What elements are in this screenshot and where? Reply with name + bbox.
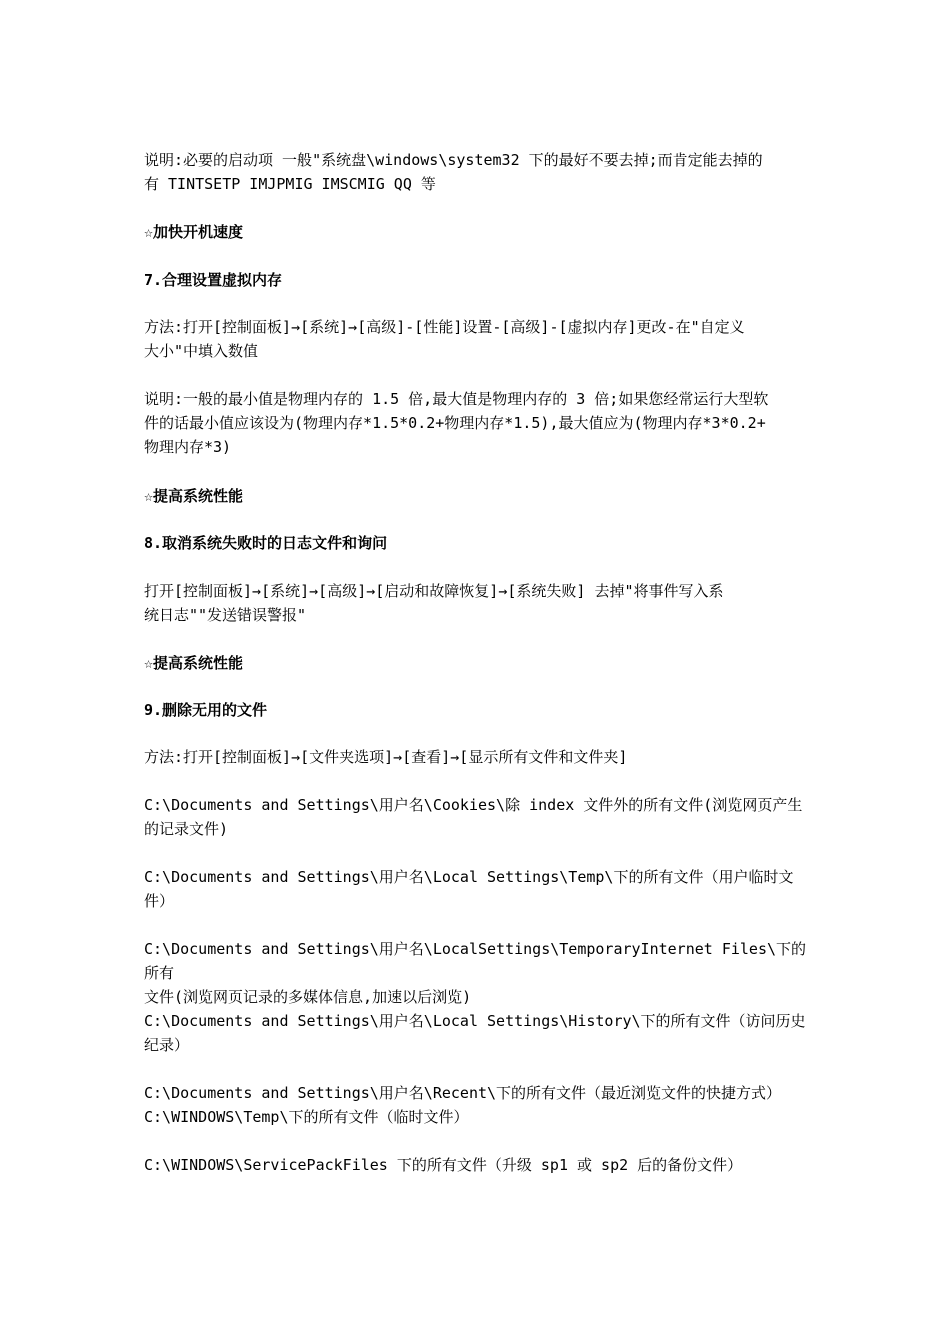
path-temporary-internet-files: C:\Documents and Settings\用户名\LocalSettings\TemporaryInternet Files\下的所有 文件(浏览网页记录的多媒体信息,加速以后浏览) bbox=[144, 940, 806, 1006]
path-history: C:\Documents and Settings\用户名\Local Settings\History\下的所有文件（访问历史 纪录） bbox=[144, 1012, 806, 1054]
section-heading-boot-speed: ☆加快开机速度 bbox=[144, 223, 244, 241]
delete-files-method: 方法:打开[控制面板]→[文件夹选项]→[查看]→[显示所有文件和文件夹] bbox=[144, 748, 628, 766]
path-recent-and-windows-temp: C:\Documents and Settings\用户名\Recent\下的所有文件（最近浏览文件的快捷方式） C:\WINDOWS\Temp\下的所有文件（临时文件） bbox=[144, 1084, 782, 1126]
path-service-pack-files: C:\WINDOWS\ServicePackFiles 下的所有文件（升级 sp1 或 sp2 后的备份文件） bbox=[144, 1156, 743, 1174]
startup-items-note: 说明:必要的启动项 一般"系统盘\windows\system32 下的最好不要去掉;而肯定能去掉的 有 TINTSETP IMJPMIG IMSCMIG QQ 等 bbox=[144, 151, 763, 193]
section-heading-performance-1: ☆提高系统性能 bbox=[144, 487, 244, 505]
tip-7-heading: 7.合理设置虚拟内存 bbox=[144, 271, 283, 289]
system-failure-method: 打开[控制面板]→[系统]→[高级]→[启动和故障恢复]→[系统失败] 去掉"将事件写入系 统日志""发送错误警报" bbox=[144, 582, 724, 624]
path-cookies: C:\Documents and Settings\用户名\Cookies\除 index 文件外的所有文件(浏览网页产生 的记录文件) bbox=[144, 796, 803, 838]
tip-8-heading: 8.取消系统失败时的日志文件和询问 bbox=[144, 534, 388, 552]
virtual-memory-method: 方法:打开[控制面板]→[系统]→[高级]-[性能]设置-[高级]-[虚拟内存]更改-在"自定义 大小"中填入数值 bbox=[144, 318, 745, 360]
tip-9-heading: 9.删除无用的文件 bbox=[144, 701, 268, 719]
virtual-memory-note: 说明:一般的最小值是物理内存的 1.5 倍,最大值是物理内存的 3 倍;如果您经常运行大型软 件的话最小值应该设为(物理内存*1.5*0.2+物理内存*1.5),最大值应为(物理内存*3*0.2+ 物理内存*3) bbox=[144, 390, 769, 456]
path-temp: C:\Documents and Settings\用户名\Local Settings\Temp\下的所有文件（用户临时文 件） bbox=[144, 868, 794, 910]
section-heading-performance-2: ☆提高系统性能 bbox=[144, 654, 244, 672]
